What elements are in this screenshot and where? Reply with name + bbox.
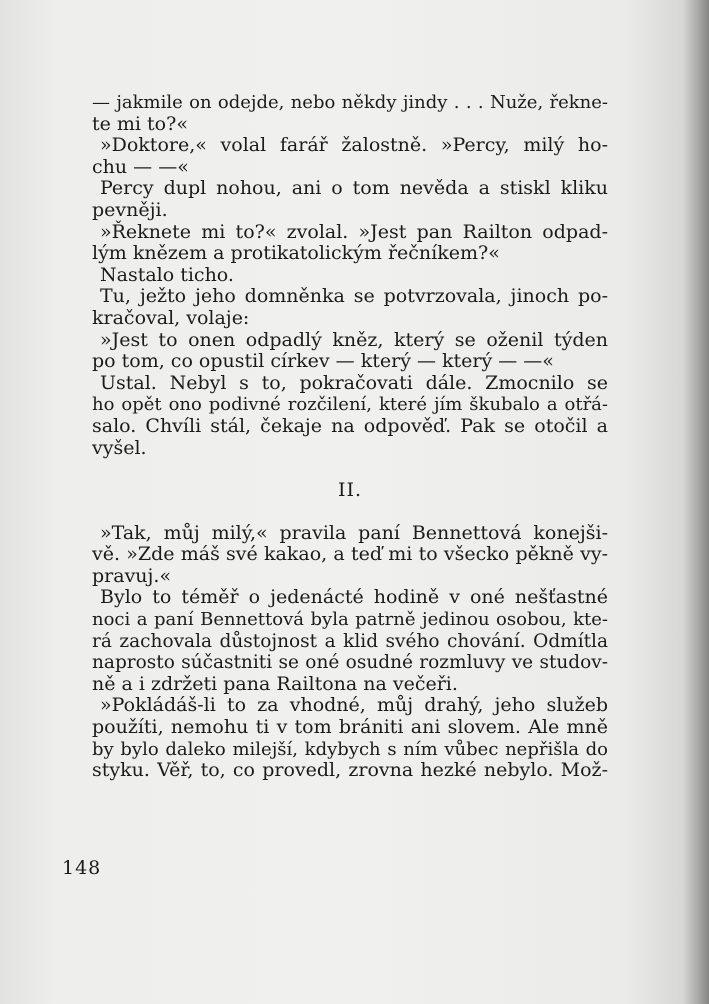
- text-line: po tom, co opustil církev — který — který — —«: [92, 350, 554, 373]
- text-line: »Doktore,« volal farář žalostně. »Percy, milý ho-: [100, 134, 608, 157]
- chapter-heading: II.: [337, 479, 363, 502]
- text-line: by bylo daleko milejší, kdybych s ním vůbec nepřišla do: [92, 738, 608, 760]
- text-line: chu — —«: [92, 155, 189, 178]
- text-line: styku. Věř, to, co provedl, zrovna hezké nebylo. Mož-: [92, 759, 608, 782]
- text-line: použíti, nemohu ti v tom brániti ani slovem. Ale mně: [92, 716, 608, 739]
- text-line: Bylo to téměř o jedenácté hodině v oné nešťastné: [100, 586, 608, 609]
- text-line: vyšel.: [92, 436, 147, 459]
- text-line: ně a i zdržeti pana Railtona na večeři.: [92, 672, 458, 695]
- text-line: naprosto súčastniti se oné osudné rozmluvy ve studov-: [92, 652, 608, 674]
- text-line: kračoval, volaje:: [92, 306, 250, 329]
- page-edge-shadow: [683, 0, 709, 1004]
- text-line: salo. Chvíli stál, čekaje na odpověď. Pak se otočil a: [92, 414, 608, 437]
- text-line: noci a paní Bennettová byla patrně jedinou osobou, kte-: [92, 609, 608, 631]
- text-line: Nastalo ticho.: [100, 263, 234, 286]
- text-line: »Tak, můj milý,« pravila paní Bennettová konejši-: [100, 521, 608, 544]
- text-line: rá zachovala důstojnost a klid svého chování. Odmítla: [92, 630, 608, 652]
- text-line: Ustal. Nebyl s to, pokračovati dále. Zmocnilo se: [100, 371, 608, 394]
- text-line: Tu, ježto jeho domněnka se potvrzovala, jinoch po-: [100, 285, 608, 308]
- text-line: Percy dupl nohou, ani o tom nevěda a stiskl kliku: [100, 177, 608, 200]
- text-line: pravuj.«: [92, 564, 172, 587]
- text-line: te mi to?«: [92, 112, 188, 135]
- text-line: »Pokládáš-li to za vhodné, můj drahý, jeho služeb: [100, 694, 608, 717]
- text-line: »Jest to onen odpadlý kněz, který se oženil týden: [100, 328, 608, 351]
- page-number: 148: [62, 857, 102, 879]
- text-line: ho opět ono podivné rozčilení, které jím škubalo a otřá-: [92, 394, 608, 416]
- text-line: — jakmile on odejde, nebo někdy jindy . . . Nuže, řekne-: [92, 92, 608, 113]
- text-line: vě. »Zde máš své kakao, a teď mi to všecko pěkně vy-: [92, 543, 608, 566]
- body-text: [92, 92, 608, 782]
- text-line: pevněji.: [92, 198, 168, 221]
- text-line: lým knězem a protikatolickým řečníkem?«: [92, 242, 500, 265]
- text-line: »Řeknete mi to?« zvolal. »Jest pan Railton odpad-: [100, 220, 608, 243]
